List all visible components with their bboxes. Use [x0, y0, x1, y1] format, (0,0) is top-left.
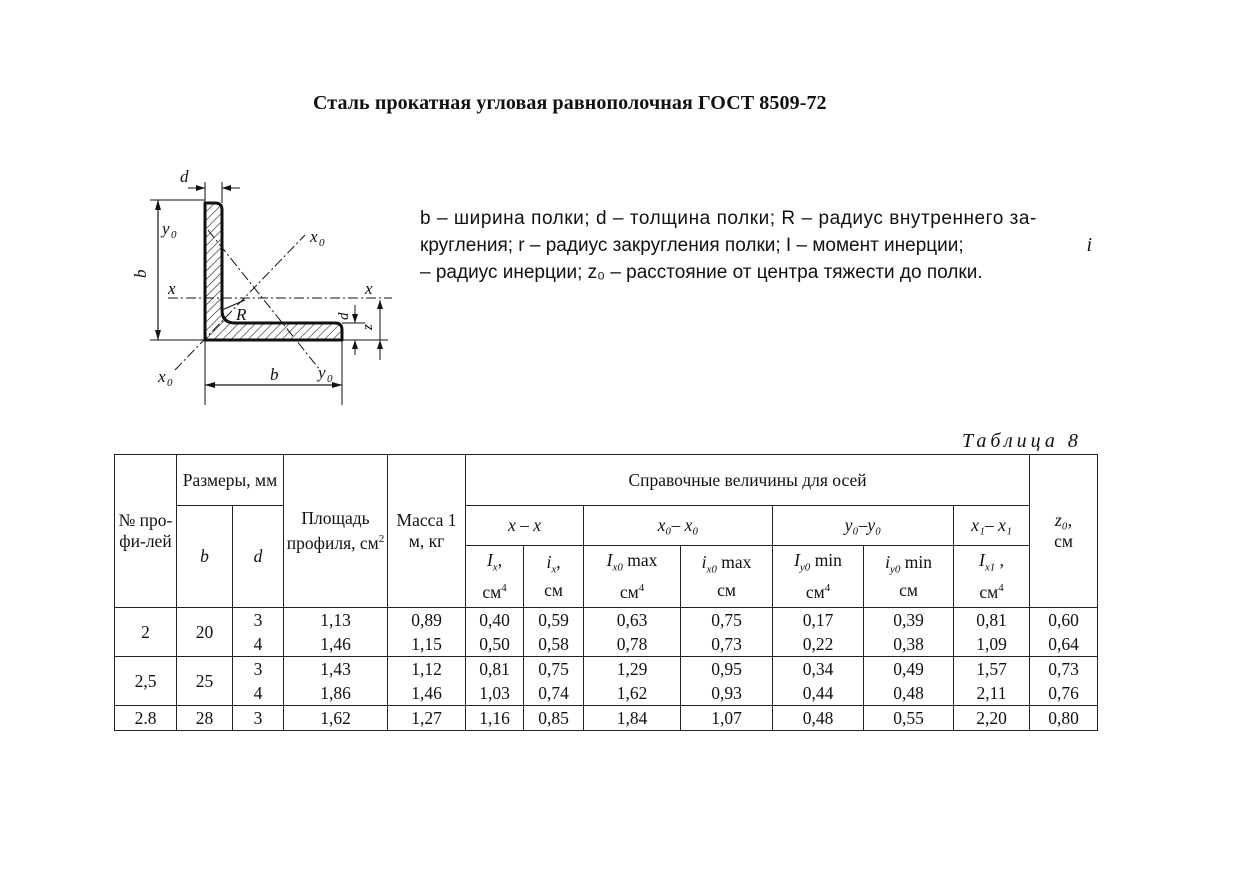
cell-ix — [466, 608, 524, 657]
cell-value: 0,44 — [802, 683, 834, 703]
cell-ix — [524, 657, 584, 706]
cell-value: 0,59 — [538, 610, 569, 630]
cell-iy0 — [864, 608, 954, 657]
cell-value: 0,64 — [1048, 634, 1079, 654]
cell-value: 3 — [253, 659, 263, 679]
header-Ix1: $I_{x1}$ , $см^4$ — [954, 546, 1030, 608]
cell-value: 0,81 — [976, 610, 1007, 630]
table-row — [115, 608, 1098, 657]
cell-value: 0,75 — [711, 610, 742, 630]
cell-z0 — [1030, 657, 1098, 706]
cell-value: 1,09 — [976, 634, 1007, 654]
cell-value: 0,85 — [538, 708, 569, 728]
cell-value: 0,75 — [538, 659, 569, 679]
header-iy0-min: $i_{y0}$ min см — [864, 546, 954, 608]
cell-value: 0,63 — [616, 610, 648, 630]
cell-value: 0,74 — [538, 683, 569, 703]
cell-ix0 — [681, 706, 773, 731]
legend-line-1: b – ширина полки; d – толщина полки; R – радиус внутреннего за- — [420, 208, 1037, 229]
cell-d — [233, 657, 284, 706]
cell-value: 1,15 — [411, 634, 442, 654]
cell-value: 3 — [253, 610, 263, 630]
cell-value: 0,89 — [411, 610, 442, 630]
header-Ix0-max: $I_{x0}$ max $см^4$ — [584, 546, 681, 608]
cell-value: 0,22 — [802, 634, 834, 654]
legend-line-2: кругления; r – радиус закругления полки; I – момент инерции; i — [420, 232, 1096, 259]
steel-angle-table — [114, 454, 1098, 731]
cell-value: 1,62 — [616, 683, 648, 703]
cell-b: 28 — [177, 706, 233, 731]
header-axis-xx: x – x — [466, 506, 584, 546]
header-axis-x0x0: x₀– x₀ — [584, 506, 773, 546]
label-x-right: x — [365, 279, 373, 298]
cell-value: 0,17 — [802, 610, 834, 630]
header-axis-y0y0: y₀–y₀ — [773, 506, 954, 546]
cell-value: 0,60 — [1048, 610, 1079, 630]
cell-iy0 — [773, 608, 864, 657]
cell-value: 1,29 — [616, 659, 648, 679]
cell-area — [284, 657, 388, 706]
cell-value: 2,11 — [976, 683, 1007, 703]
cell-iy0 — [773, 706, 864, 731]
page-title: Сталь прокатная угловая равнополочная ГОСТ 8509-72 — [313, 92, 827, 114]
cell-value: 2,20 — [976, 708, 1007, 728]
cell-ix1 — [954, 657, 1030, 706]
cell-value: 0,39 — [893, 610, 924, 630]
cell-iy0 — [864, 706, 954, 731]
cell-value: 1,27 — [411, 708, 442, 728]
label-b-bottom: b — [270, 365, 279, 384]
cell-ix — [466, 706, 524, 731]
table-caption: Таблица 8 — [962, 430, 1082, 452]
header-ix: $i_x$, см — [524, 546, 584, 608]
cell-ix1 — [954, 608, 1030, 657]
cell-value: 0,40 — [479, 610, 510, 630]
label-d-right: d — [336, 312, 352, 320]
svg-text:0: 0 — [171, 229, 177, 241]
label-x-left: x — [168, 279, 176, 298]
cell-d — [233, 608, 284, 657]
cell-value: 0,73 — [1048, 659, 1079, 679]
cell-ix — [524, 706, 584, 731]
legend-text — [420, 205, 1096, 286]
label-x0-bottom: x — [158, 367, 166, 386]
angle-section — [205, 203, 342, 340]
cell-value: 1,03 — [479, 683, 510, 703]
cell-d — [233, 706, 284, 731]
cell-ix0 — [584, 608, 681, 657]
cell-value: 0,50 — [479, 634, 510, 654]
label-d-top: d — [180, 167, 189, 186]
cell-value: 4 — [253, 634, 263, 654]
cell-ix0 — [681, 657, 773, 706]
svg-text:0: 0 — [319, 237, 325, 249]
legend-line-3: – радиус инерции; z₀ – расстояние от центра тяжести до полки. — [420, 262, 983, 283]
header-area: Площадь профиля, $см^2$ — [284, 455, 388, 608]
label-x0-top: x — [310, 227, 318, 246]
header-z0: z₀, см — [1030, 455, 1098, 608]
cell-b: 25 — [177, 657, 233, 706]
header-mass: Масса 1 м, кг — [388, 455, 466, 608]
cell-value: 1,57 — [976, 659, 1007, 679]
cell-value: 3 — [253, 708, 263, 728]
cell-value: 1,62 — [320, 708, 351, 728]
cell-value: 1,12 — [411, 659, 442, 679]
header-reference: Справочные величины для осей — [466, 455, 1030, 506]
table-row — [115, 706, 1098, 731]
cell-profile-no: 2,5 — [115, 657, 177, 706]
angle-profile-diagram — [130, 160, 400, 410]
cell-value: 0,80 — [1048, 708, 1079, 728]
cell-value: 0,81 — [479, 659, 510, 679]
cell-ix — [524, 608, 584, 657]
cell-ix0 — [584, 657, 681, 706]
cell-mass — [388, 657, 466, 706]
cell-value: 0,58 — [538, 634, 569, 654]
table-row — [115, 657, 1098, 706]
cell-z0 — [1030, 706, 1098, 731]
cell-profile-no: 2.8 — [115, 706, 177, 731]
header-Iy0-min: $I_{y0}$ min $см^4$ — [773, 546, 864, 608]
cell-area — [284, 706, 388, 731]
header-axis-x1x1: x₁– x₁ — [954, 506, 1030, 546]
cell-value: 1,43 — [320, 659, 351, 679]
cell-value: 0,78 — [616, 634, 648, 654]
cell-z0 — [1030, 608, 1098, 657]
label-b-left: b — [131, 269, 150, 278]
cell-ix0 — [584, 706, 681, 731]
cell-ix1 — [954, 706, 1030, 731]
cell-ix0 — [681, 608, 773, 657]
label-R: R — [236, 305, 247, 324]
cell-b: 20 — [177, 608, 233, 657]
header-sizes: Размеры, мм — [177, 455, 284, 506]
cell-value: 1,07 — [711, 708, 742, 728]
label-y0-top: y — [162, 219, 170, 238]
label-y0-bottom: y — [318, 363, 326, 382]
cell-value: 0,93 — [711, 683, 742, 703]
cell-value: 0,38 — [893, 634, 924, 654]
header-profile-no: № про-фи-лей — [115, 455, 177, 608]
cell-mass — [388, 706, 466, 731]
header-ix0-max: $i_{x0}$ max см — [681, 546, 773, 608]
cell-value: 1,86 — [320, 683, 351, 703]
y0-axis — [208, 230, 320, 370]
cell-value: 0,34 — [802, 659, 834, 679]
cell-value: 0,76 — [1048, 683, 1079, 703]
cell-mass — [388, 608, 466, 657]
cell-value: 1,84 — [616, 708, 648, 728]
cell-value: 0,48 — [893, 683, 924, 703]
header-d: d — [233, 506, 284, 608]
cell-ix — [466, 657, 524, 706]
cell-value: 0,55 — [893, 708, 924, 728]
cell-value: 0,49 — [893, 659, 924, 679]
cell-iy0 — [864, 657, 954, 706]
label-z0: z — [360, 324, 376, 330]
cell-area — [284, 608, 388, 657]
cell-value: 0,73 — [711, 634, 742, 654]
svg-text:0: 0 — [327, 373, 333, 385]
legend-i-symbol: i — [1086, 234, 1092, 256]
cell-value: 0,95 — [711, 659, 742, 679]
header-Ix: $I_x$, $см^4$ — [466, 546, 524, 608]
cell-value: 1,46 — [411, 683, 442, 703]
cell-value: 1,13 — [320, 610, 351, 630]
cell-value: 1,16 — [479, 708, 510, 728]
svg-text:0: 0 — [167, 377, 173, 389]
cell-value: 0,48 — [802, 708, 834, 728]
cell-iy0 — [773, 657, 864, 706]
cell-value: 4 — [253, 683, 263, 703]
cell-profile-no: 2 — [115, 608, 177, 657]
header-b: b — [177, 506, 233, 608]
cell-value: 1,46 — [320, 634, 351, 654]
